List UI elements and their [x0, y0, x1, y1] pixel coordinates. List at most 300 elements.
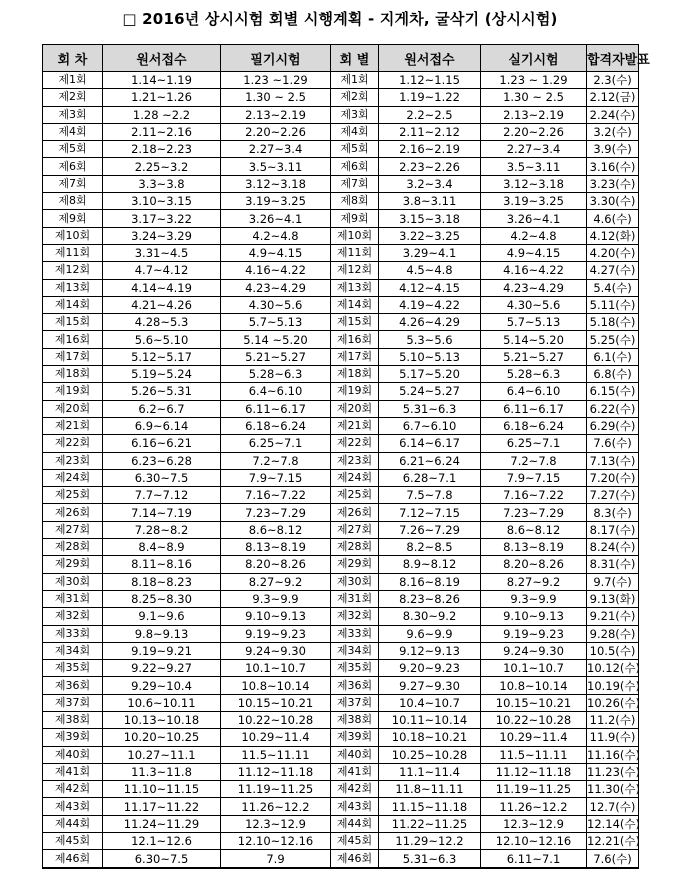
cell-practical-application: 4.26~4.29: [379, 314, 481, 331]
cell-result-announcement: 12.21(수): [587, 834, 641, 849]
table-row: [43, 296, 639, 313]
cell-practical-application: 8.30~9.2: [379, 608, 481, 625]
cell-result-announcement: 8.24(수): [587, 539, 639, 556]
cell-practical-application: 7.26~7.29: [379, 521, 481, 538]
cell-practical-application: 5.31~6.3: [379, 400, 481, 417]
cell-practical-round: 제14회: [331, 296, 379, 313]
table-row: [43, 141, 639, 158]
cell-practical-application: 11.1~11.4: [379, 763, 481, 780]
cell-written-application: 8.4~8.9: [103, 539, 221, 556]
cell-practical-round: 제20회: [331, 400, 379, 417]
cell-result-announcement: 9.21(수): [587, 608, 639, 625]
cell-practical-round: 제43회: [331, 798, 379, 815]
cell-written-application: 3.3~3.8: [103, 175, 221, 192]
cell-practical-exam: 9.24~9.30: [481, 642, 587, 659]
cell-practical-application: 11.29~12.2: [379, 833, 481, 850]
cell-result-announcement: 4.27(수): [587, 262, 639, 279]
cell-practical-exam: 9.10~9.13: [481, 608, 587, 625]
table-row: [43, 746, 639, 763]
cell-written-application: 4.7~4.12: [103, 262, 221, 279]
cell-written-round: 제13회: [43, 279, 103, 296]
cell-practical-exam: 11.19~11.25: [481, 781, 587, 798]
cell-practical-application: 6.21~6.24: [379, 452, 481, 469]
cell-practical-round: 제44회: [331, 815, 379, 832]
table-row: [43, 193, 639, 210]
cell-practical-application: 1.19~1.22: [379, 89, 481, 106]
cell-practical-application: 11.15~11.18: [379, 798, 481, 815]
cell-practical-application: 3.2~3.4: [379, 175, 481, 192]
cell-practical-exam: 11.5~11.11: [481, 746, 587, 763]
cell-practical-exam: 8.27~9.2: [481, 573, 587, 590]
cell-result-announcement: 2.24(수): [587, 106, 639, 123]
cell-written-application: 5.26~5.31: [103, 383, 221, 400]
cell-written-round: 제46회: [43, 850, 103, 868]
table-row: [43, 210, 639, 227]
cell-written-round: 제19회: [43, 383, 103, 400]
cell-practical-exam: 10.15~10.21: [481, 694, 587, 711]
table-row: [43, 331, 639, 348]
cell-result-announcement: 3.9(수): [587, 141, 639, 158]
cell-practical-application: 7.5~7.8: [379, 487, 481, 504]
cell-result-announcement: 2.12(금): [587, 89, 639, 106]
table-row: [43, 417, 639, 434]
cell-practical-exam: 6.18~6.24: [481, 417, 587, 434]
cell-written-exam: 11.5~11.11: [221, 746, 331, 763]
table-row: [43, 106, 639, 123]
cell-practical-application: 5.17~5.20: [379, 366, 481, 383]
cell-practical-round: 제34회: [331, 642, 379, 659]
cell-written-exam: 10.1~10.7: [221, 660, 331, 677]
cell-result-announcement: 6.1(수): [587, 348, 639, 365]
cell-practical-application: 3.15~3.18: [379, 210, 481, 227]
cell-practical-round: 제27회: [331, 521, 379, 538]
cell-written-application: 1.14~1.19: [103, 72, 221, 89]
cell-written-round: 제15회: [43, 314, 103, 331]
table-row: [43, 452, 639, 469]
cell-result-announcement: 7.13(수): [587, 452, 639, 469]
cell-written-application: 6.30~7.5: [103, 469, 221, 486]
cell-written-round: 제1회: [43, 72, 103, 89]
cell-practical-round: 제15회: [331, 314, 379, 331]
table-row: [43, 123, 639, 140]
cell-practical-exam: 7.16~7.22: [481, 487, 587, 504]
cell-written-round: 제26회: [43, 504, 103, 521]
cell-result-announcement: 10.19(수): [587, 678, 641, 693]
cell-written-application: 8.18~8.23: [103, 573, 221, 590]
cell-practical-round: 제30회: [331, 573, 379, 590]
cell-written-application: 5.6~5.10: [103, 331, 221, 348]
table-row: [43, 711, 639, 728]
cell-result-announcement: 10.26(수): [587, 695, 641, 710]
cell-written-round: 제30회: [43, 573, 103, 590]
cell-written-application: 4.21~4.26: [103, 296, 221, 313]
table-row: [43, 175, 639, 192]
cell-result-announcement: 9.13(화): [587, 590, 639, 607]
cell-written-exam: 2.27~3.4: [221, 141, 331, 158]
cell-written-exam: 2.20~2.26: [221, 123, 331, 140]
cell-practical-exam: 2.20~2.26: [481, 123, 587, 140]
cell-written-exam: 5.28~6.3: [221, 366, 331, 383]
cell-written-round: 제7회: [43, 175, 103, 192]
table-row: [43, 469, 639, 486]
cell-result-announcement: 4.6(수): [587, 210, 639, 227]
table-row: [43, 348, 639, 365]
cell-written-round: 제29회: [43, 556, 103, 573]
cell-practical-exam: 8.6~8.12: [481, 521, 587, 538]
cell-written-exam: 8.20~8.26: [221, 556, 331, 573]
cell-result-announcement: 6.29(수): [587, 417, 639, 434]
cell-practical-application: 5.10~5.13: [379, 348, 481, 365]
cell-practical-round: 제28회: [331, 539, 379, 556]
header-row: [43, 45, 639, 72]
cell-written-round: 제11회: [43, 244, 103, 261]
cell-written-exam: 4.30~5.6: [221, 296, 331, 313]
cell-written-application: 12.1~12.6: [103, 833, 221, 850]
cell-practical-application: 8.16~8.19: [379, 573, 481, 590]
cell-written-application: 8.11~8.16: [103, 556, 221, 573]
cell-practical-application: 10.18~10.21: [379, 729, 481, 746]
cell-written-round: 제18회: [43, 366, 103, 383]
header-practical-exam: 실기시험: [481, 45, 587, 72]
cell-practical-application: 5.3~5.6: [379, 331, 481, 348]
cell-result-announcement: 6.22(수): [587, 400, 639, 417]
cell-written-round: 제5회: [43, 141, 103, 158]
cell-written-application: 11.24~11.29: [103, 815, 221, 832]
cell-written-exam: 5.7~5.13: [221, 314, 331, 331]
cell-practical-exam: 4.16~4.22: [481, 262, 587, 279]
cell-practical-exam: 4.9~4.15: [481, 244, 587, 261]
cell-result-announcement: 7.6(수): [587, 435, 639, 452]
cell-written-application: 3.10~3.15: [103, 193, 221, 210]
cell-practical-application: 4.5~4.8: [379, 262, 481, 279]
cell-practical-exam: 9.3~9.9: [481, 590, 587, 607]
cell-practical-exam: 4.2~4.8: [481, 227, 587, 244]
cell-practical-exam: 3.12~3.18: [481, 175, 587, 192]
cell-written-exam: 7.23~7.29: [221, 504, 331, 521]
cell-result-announcement: 8.31(수): [587, 556, 639, 573]
cell-result-announcement: 3.30(수): [587, 193, 639, 210]
cell-practical-exam: 7.2~7.8: [481, 452, 587, 469]
cell-written-application: 10.27~11.1: [103, 746, 221, 763]
table-row: [43, 608, 639, 625]
page-title: □ 2016년 상시시험 회별 시행계획 - 지게차, 굴삭기 (상시시험): [122, 10, 558, 28]
cell-written-exam: 6.18~6.24: [221, 417, 331, 434]
table-row: [43, 556, 639, 573]
cell-practical-application: 2.2~2.5: [379, 106, 481, 123]
cell-result-announcement: 7.6(수): [587, 850, 639, 868]
cell-practical-round: 제36회: [331, 677, 379, 694]
cell-practical-application: 11.8~11.11: [379, 781, 481, 798]
cell-practical-exam: 7.9~7.15: [481, 469, 587, 486]
cell-written-application: 8.25~8.30: [103, 590, 221, 607]
cell-written-exam: 7.16~7.22: [221, 487, 331, 504]
cell-written-round: 제35회: [43, 660, 103, 677]
cell-written-application: 5.19~5.24: [103, 366, 221, 383]
cell-written-round: 제42회: [43, 781, 103, 798]
cell-written-application: 6.23~6.28: [103, 452, 221, 469]
table-row: [43, 677, 639, 694]
cell-practical-round: 제7회: [331, 175, 379, 192]
cell-result-announcement: 10.5(수): [587, 642, 639, 659]
cell-written-exam: 10.8~10.14: [221, 677, 331, 694]
cell-written-exam: 6.25~7.1: [221, 435, 331, 452]
table-row: [43, 729, 639, 746]
table-row: [43, 590, 639, 607]
table-row: [43, 763, 639, 780]
cell-practical-exam: 2.13~2.19: [481, 106, 587, 123]
cell-written-round: 제17회: [43, 348, 103, 365]
cell-practical-application: 4.19~4.22: [379, 296, 481, 313]
cell-practical-round: 제46회: [331, 850, 379, 868]
cell-written-application: 9.22~9.27: [103, 660, 221, 677]
table-row: [43, 573, 639, 590]
cell-written-exam: 3.12~3.18: [221, 175, 331, 192]
table-row: [43, 400, 639, 417]
cell-practical-round: 제23회: [331, 452, 379, 469]
cell-practical-application: 6.14~6.17: [379, 435, 481, 452]
cell-practical-exam: 6.11~7.1: [481, 850, 587, 868]
cell-result-announcement: 3.2(수): [587, 123, 639, 140]
cell-practical-exam: 5.21~5.27: [481, 348, 587, 365]
cell-written-application: 6.16~6.21: [103, 435, 221, 452]
table-row: [43, 383, 639, 400]
cell-practical-application: 7.12~7.15: [379, 504, 481, 521]
header-practical-application: 원서접수: [379, 45, 481, 72]
cell-written-exam: 3.5~3.11: [221, 158, 331, 175]
cell-written-round: 제37회: [43, 694, 103, 711]
cell-practical-round: 제39회: [331, 729, 379, 746]
cell-practical-application: 5.24~5.27: [379, 383, 481, 400]
table-row: [43, 262, 639, 279]
cell-practical-round: 제41회: [331, 763, 379, 780]
cell-written-exam: 6.11~6.17: [221, 400, 331, 417]
cell-written-application: 6.9~6.14: [103, 417, 221, 434]
cell-result-announcement: 6.15(수): [587, 383, 639, 400]
table-row: [43, 781, 639, 798]
cell-practical-application: 10.25~10.28: [379, 746, 481, 763]
cell-practical-round: 제10회: [331, 227, 379, 244]
cell-practical-application: 6.7~6.10: [379, 417, 481, 434]
cell-practical-exam: 2.27~3.4: [481, 141, 587, 158]
cell-practical-round: 제33회: [331, 625, 379, 642]
cell-practical-application: 5.31~6.3: [379, 850, 481, 868]
cell-written-exam: 5.21~5.27: [221, 348, 331, 365]
cell-result-announcement: 5.18(수): [587, 314, 639, 331]
cell-practical-round: 제21회: [331, 417, 379, 434]
cell-written-exam: 3.19~3.25: [221, 193, 331, 210]
cell-practical-application: 9.27~9.30: [379, 677, 481, 694]
cell-practical-application: 8.2~8.5: [379, 539, 481, 556]
cell-result-announcement: 12.14(수): [587, 816, 641, 831]
cell-practical-application: 10.4~10.7: [379, 694, 481, 711]
cell-written-exam: 7.9~7.15: [221, 469, 331, 486]
cell-written-round: 제8회: [43, 193, 103, 210]
cell-practical-exam: 6.25~7.1: [481, 435, 587, 452]
cell-written-round: 제41회: [43, 763, 103, 780]
cell-written-application: 9.29~10.4: [103, 677, 221, 694]
cell-practical-application: 10.11~10.14: [379, 711, 481, 728]
cell-result-announcement: 5.25(수): [587, 331, 639, 348]
cell-written-exam: 2.13~2.19: [221, 106, 331, 123]
cell-practical-application: 4.12~4.15: [379, 279, 481, 296]
cell-result-announcement: 11.30(수): [587, 782, 641, 797]
cell-written-round: 제6회: [43, 158, 103, 175]
cell-written-application: 9.8~9.13: [103, 625, 221, 642]
cell-result-announcement: 11.2(수): [587, 711, 639, 728]
cell-written-application: 3.24~3.29: [103, 227, 221, 244]
cell-written-round: 제45회: [43, 833, 103, 850]
cell-written-application: 2.25~3.2: [103, 158, 221, 175]
cell-written-round: 제12회: [43, 262, 103, 279]
cell-practical-round: 제13회: [331, 279, 379, 296]
table-row: [43, 279, 639, 296]
table-row: [43, 366, 639, 383]
cell-written-round: 제20회: [43, 400, 103, 417]
cell-written-application: 3.17~3.22: [103, 210, 221, 227]
cell-written-exam: 7.9: [221, 850, 331, 868]
cell-result-announcement: 5.11(수): [587, 296, 639, 313]
cell-result-announcement: 11.16(수): [587, 747, 641, 762]
cell-practical-round: 제1회: [331, 72, 379, 89]
cell-result-announcement: 12.7(수): [587, 798, 639, 815]
cell-written-application: 3.31~4.5: [103, 244, 221, 261]
cell-result-announcement: 8.3(수): [587, 504, 639, 521]
cell-practical-round: 제40회: [331, 746, 379, 763]
cell-practical-exam: 12.3~12.9: [481, 815, 587, 832]
cell-written-application: 10.6~10.11: [103, 694, 221, 711]
cell-practical-exam: 10.8~10.14: [481, 677, 587, 694]
cell-written-round: 제36회: [43, 677, 103, 694]
cell-written-application: 9.1~9.6: [103, 608, 221, 625]
cell-practical-round: 제12회: [331, 262, 379, 279]
cell-written-exam: 8.6~8.12: [221, 521, 331, 538]
cell-written-round: 제25회: [43, 487, 103, 504]
cell-written-round: 제43회: [43, 798, 103, 815]
cell-practical-exam: 12.10~12.16: [481, 833, 587, 850]
cell-result-announcement: 10.12(수): [587, 661, 641, 676]
cell-written-round: 제14회: [43, 296, 103, 313]
cell-practical-application: 9.12~9.13: [379, 642, 481, 659]
cell-practical-exam: 6.11~6.17: [481, 400, 587, 417]
cell-written-exam: 5.14 ~5.20: [221, 331, 331, 348]
cell-written-round: 제33회: [43, 625, 103, 642]
cell-practical-application: 2.23~2.26: [379, 158, 481, 175]
table-row: [43, 798, 639, 815]
cell-written-application: 9.19~9.21: [103, 642, 221, 659]
cell-practical-exam: 10.22~10.28: [481, 711, 587, 728]
table-row: [43, 244, 639, 261]
cell-practical-round: 제22회: [331, 435, 379, 452]
cell-written-application: 11.10~11.15: [103, 781, 221, 798]
cell-result-announcement: 11.23(수): [587, 765, 641, 780]
cell-written-round: 제22회: [43, 435, 103, 452]
cell-written-exam: 9.3~9.9: [221, 590, 331, 607]
cell-written-round: 제10회: [43, 227, 103, 244]
cell-practical-exam: 9.19~9.23: [481, 625, 587, 642]
cell-result-announcement: 9.28(수): [587, 625, 639, 642]
cell-written-round: 제23회: [43, 452, 103, 469]
cell-written-round: 제21회: [43, 417, 103, 434]
cell-written-round: 제16회: [43, 331, 103, 348]
cell-practical-exam: 8.20~8.26: [481, 556, 587, 573]
cell-written-exam: 4.16~4.22: [221, 262, 331, 279]
cell-practical-exam: 5.28~6.3: [481, 366, 587, 383]
cell-practical-exam: 5.7~5.13: [481, 314, 587, 331]
table-row: [43, 694, 639, 711]
cell-written-exam: 4.2~4.8: [221, 227, 331, 244]
table-row: [43, 521, 639, 538]
cell-written-round: 제24회: [43, 469, 103, 486]
cell-written-application: 1.28 ~2.2: [103, 106, 221, 123]
header-written-exam: 필기시험: [221, 45, 331, 72]
table-row: [43, 158, 639, 175]
cell-practical-round: 제19회: [331, 383, 379, 400]
cell-practical-exam: 1.23 ~ 1.29: [481, 72, 587, 89]
cell-written-exam: 9.10~9.13: [221, 608, 331, 625]
cell-written-exam: 12.10~12.16: [221, 833, 331, 850]
cell-written-application: 10.13~10.18: [103, 711, 221, 728]
cell-result-announcement: 8.17(수): [587, 521, 639, 538]
cell-written-round: 제31회: [43, 590, 103, 607]
cell-practical-application: 8.23~8.26: [379, 590, 481, 607]
cell-practical-round: 제8회: [331, 193, 379, 210]
table-row: [43, 625, 639, 642]
cell-written-round: 제3회: [43, 106, 103, 123]
cell-practical-exam: 7.23~7.29: [481, 504, 587, 521]
cell-practical-round: 제18회: [331, 366, 379, 383]
cell-practical-round: 제6회: [331, 158, 379, 175]
cell-practical-round: 제24회: [331, 469, 379, 486]
table-row: [43, 435, 639, 452]
cell-practical-round: 제11회: [331, 244, 379, 261]
cell-practical-round: 제32회: [331, 608, 379, 625]
cell-practical-application: 2.11~2.12: [379, 123, 481, 140]
cell-practical-application: 11.22~11.25: [379, 815, 481, 832]
table-row: [43, 227, 639, 244]
cell-practical-round: 제9회: [331, 210, 379, 227]
cell-written-round: 제39회: [43, 729, 103, 746]
cell-written-round: 제2회: [43, 89, 103, 106]
cell-written-round: 제28회: [43, 539, 103, 556]
table-row: [43, 539, 639, 556]
table-row: [43, 487, 639, 504]
cell-written-exam: 10.22~10.28: [221, 711, 331, 728]
cell-practical-round: 제3회: [331, 106, 379, 123]
cell-practical-exam: 3.19~3.25: [481, 193, 587, 210]
cell-written-round: 제27회: [43, 521, 103, 538]
cell-written-round: 제38회: [43, 711, 103, 728]
table-row: [43, 89, 639, 106]
cell-result-announcement: 11.9(수): [587, 729, 639, 746]
cell-practical-round: 제5회: [331, 141, 379, 158]
cell-written-application: 7.28~8.2: [103, 521, 221, 538]
cell-result-announcement: 3.23(수): [587, 175, 639, 192]
cell-written-exam: 11.26~12.2: [221, 798, 331, 815]
table-row: [43, 504, 639, 521]
cell-result-announcement: 3.16(수): [587, 158, 639, 175]
cell-written-application: 7.14~7.19: [103, 504, 221, 521]
cell-practical-application: 6.28~7.1: [379, 469, 481, 486]
cell-practical-round: 제29회: [331, 556, 379, 573]
cell-practical-round: 제4회: [331, 123, 379, 140]
table-row: [43, 660, 639, 677]
cell-written-round: 제34회: [43, 642, 103, 659]
cell-practical-application: 9.6~9.9: [379, 625, 481, 642]
table-row: [43, 833, 639, 850]
cell-written-exam: 4.23~4.29: [221, 279, 331, 296]
table-row: [43, 72, 639, 89]
cell-practical-exam: 4.30~5.6: [481, 296, 587, 313]
